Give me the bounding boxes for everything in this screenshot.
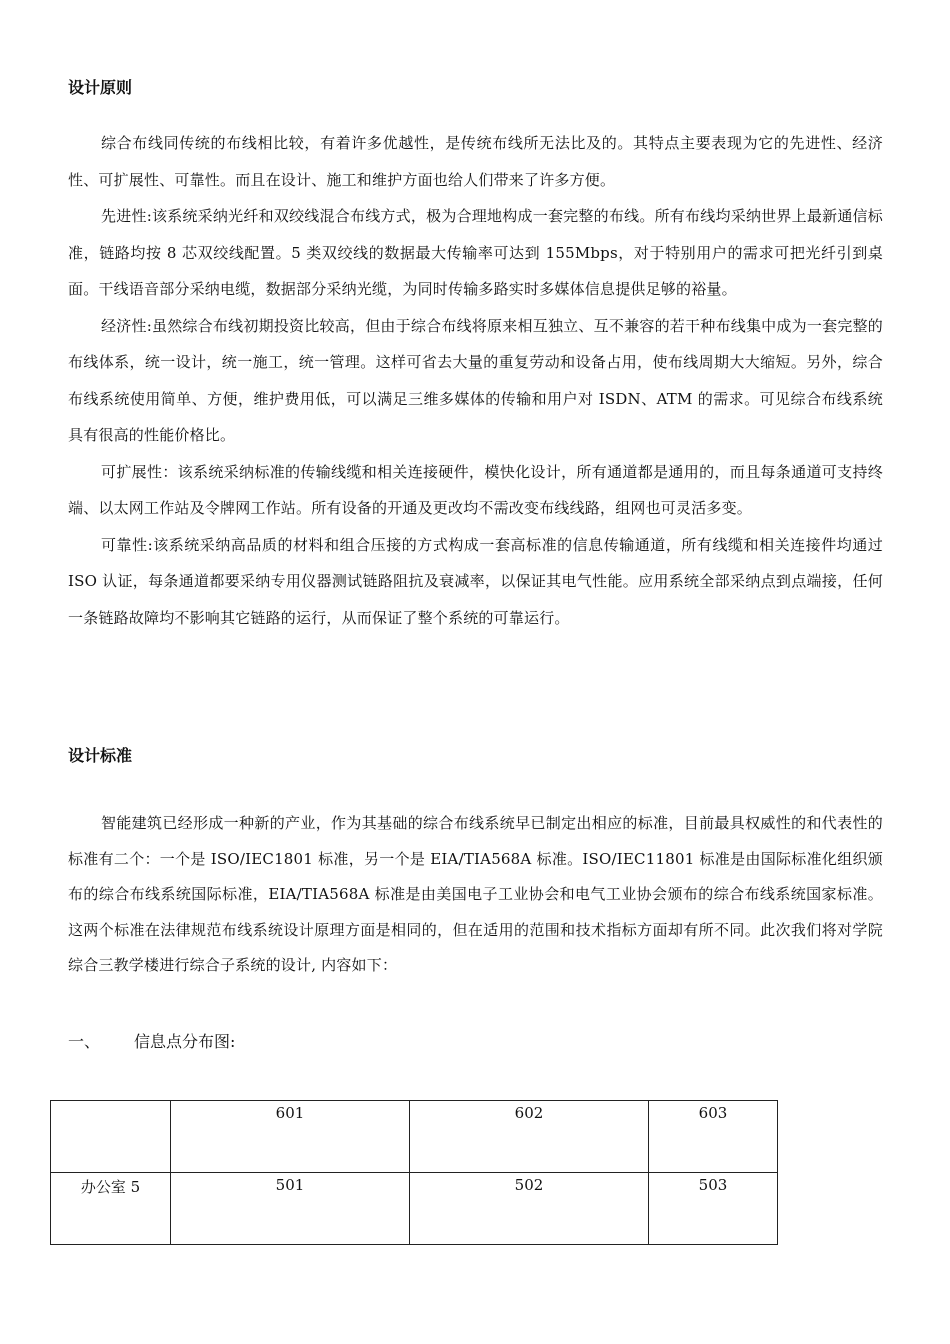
info-point-table: [50, 1100, 778, 1245]
paragraph-economy: 经济性:虽然综合布线初期投资比较高，但由于综合布线将原来相互独立、互不兼容的若干种布线集中成为一套完整的布线体系，统一设计，统一施工，统一管理。这样可省去大量的重复劳动和设备占用，使布线周期大大缩短。另外，综合布线系统使用简单、方便，维护费用低，可以满足三维多媒体的传输和用户对 ISDN、ATM 的需求。可见综合布线系统具有很高的性能价格比。: [68, 316, 883, 444]
heading-design-principles: 设计原则: [68, 78, 133, 97]
paragraph-advanced: 先进性:该系统采纳光纤和双绞线混合布线方式，极为合理地构成一套完整的布线。所有布线均采纳世界上最新通信标准，链路均按 8 芯双绞线配置。5 类双绞线的数据最大传输率可达到 155Mbps，对于特别用户的需求可把光纤引到桌面。干线语音部分采纳电缆，数据部分采纳光缆，为同时传输多路实时多媒体信息提供足够的裕量。: [68, 207, 883, 298]
table-cell: 601: [171, 1101, 410, 1173]
heading-design-standards: 设计标准: [68, 746, 133, 765]
standards-body: [68, 806, 883, 984]
table-row: [51, 1173, 778, 1245]
table-cell: [51, 1101, 171, 1173]
table-cell: 办公室 5: [51, 1173, 171, 1245]
paragraph-extensibility: 可扩展性：该系统采纳标准的传输线缆和相关连接硬件，模快化设计，所有通道都是通用的，而且每条通道可支持终端、以太网工作站及令牌网工作站。所有设备的开通及更改均不需改变布线线路，组网也可灵活多变。: [68, 462, 883, 517]
subsection-heading: [68, 1030, 235, 1054]
table-cell: 502: [410, 1173, 649, 1245]
principles-body: [68, 125, 883, 636]
table-row: [51, 1101, 778, 1173]
paragraph-standards: 智能建筑已经形成一种新的产业，作为其基础的综合布线系统早已制定出相应的标准，目前最具权威性的和代表性的标准有二个：一个是 ISO/IEC1801 标准，另一个是 EIA/TIA568A 标准。ISO/IEC11801 标准是由国际标准化组织颁布的综合布线系统国际标准，EIA/TIA568A 标准是由美国电子工业协会和电气工业协会颁布的综合布线系统国家标准。这两个标准在法律规范布线系统设计原理方面是相同的，但在适用的范围和技术指标方面却有所不同。此次我们将对学院综合三教学楼进行综合子系统的设计, 内容如下：: [68, 814, 883, 974]
paragraph-intro: 综合布线同传统的布线相比较，有着许多优越性，是传统布线所无法比及的。其特点主要表现为它的先进性、经济性、可扩展性、可靠性。而且在设计、施工和维护方面也给人们带来了许多方便。: [68, 134, 883, 189]
subsection-number: 一、: [68, 1032, 101, 1051]
paragraph-reliability: 可靠性:该系统采纳高品质的材料和组合压接的方式构成一套高标准的信息传输通道，所有线缆和相关连接件均通过 ISO 认证，每条通道都要采纳专用仪器测试链路阻抗及衰减率，以保证其电气性能。应用系统全部采纳点到点端接，任何一条链路故障均不影响其它链路的运行，从而保证了整个系统的可靠运行。: [68, 535, 883, 627]
table-cell: 603: [649, 1101, 778, 1173]
table-cell: 501: [171, 1173, 410, 1245]
table-cell: 602: [410, 1101, 649, 1173]
table-cell: 503: [649, 1173, 778, 1245]
subsection-title: 信息点分布图:: [134, 1032, 236, 1051]
